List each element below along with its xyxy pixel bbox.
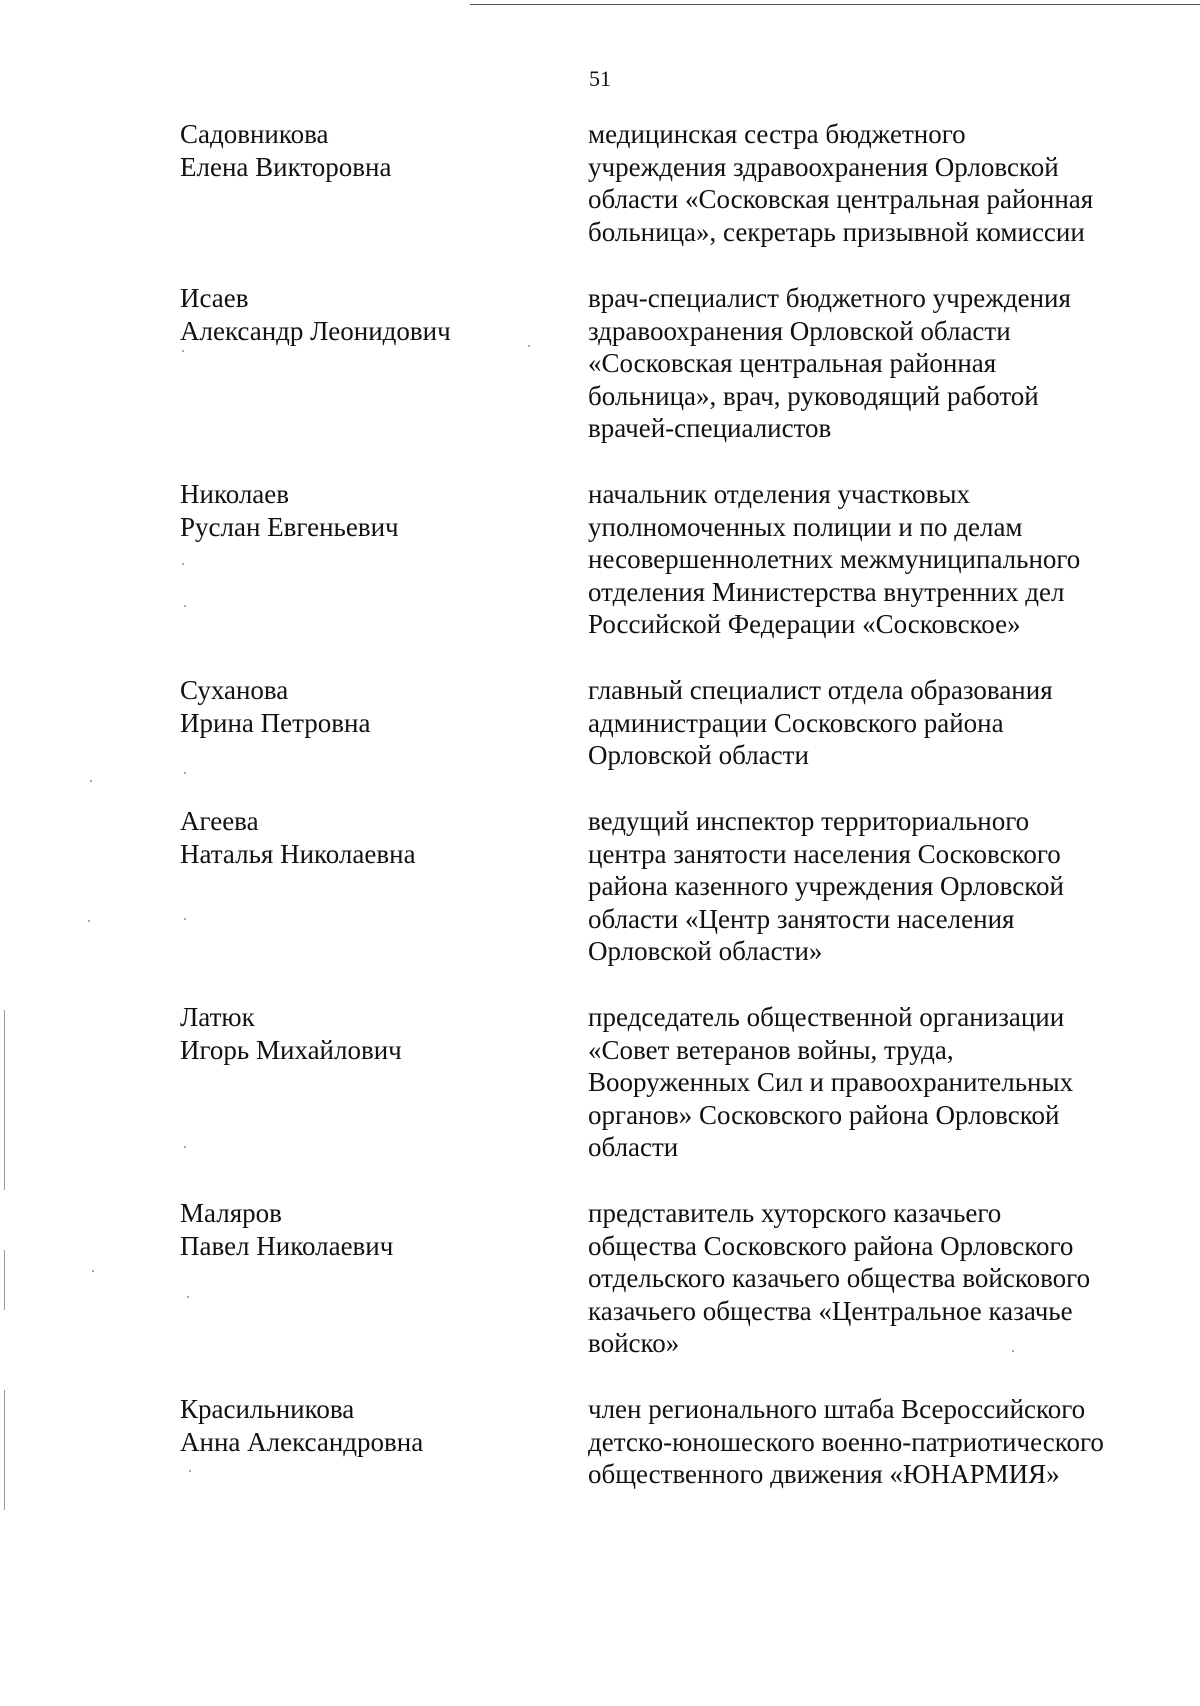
member-given-names: Анна Александровна <box>180 1426 424 1457</box>
member-surname: Николаев <box>180 479 290 509</box>
member-surname: Исаев <box>180 283 249 313</box>
position-line: администрации Сосковского района <box>588 707 1004 738</box>
position-line: Орловской области» <box>588 936 823 966</box>
position-line: центра занятости населения Сосковского <box>588 838 1061 869</box>
member-position <box>588 674 1188 772</box>
scan-speck <box>182 563 184 565</box>
member-name <box>180 478 540 543</box>
member-position <box>588 805 1188 968</box>
position-line: войско» <box>588 1328 680 1358</box>
position-line: учреждения здравоохранения Орловской <box>588 151 1059 182</box>
position-line: Орловской области <box>588 740 809 770</box>
position-line: ведущий инспектор территориального <box>588 806 1030 836</box>
member-given-names: Ирина Петровна <box>180 707 371 738</box>
position-line: отделения Министерства внутренних дел <box>588 576 1065 607</box>
position-line: общественного движения «ЮНАРМИЯ» <box>588 1459 1060 1489</box>
position-line: начальник отделения участковых <box>588 479 971 509</box>
scan-speck <box>528 345 530 347</box>
scan-speck <box>184 772 186 774</box>
position-line: Российской Федерации «Сосковское» <box>588 609 1021 639</box>
scan-speck <box>1012 1350 1014 1352</box>
position-line: детско-юношеского военно-патриотического <box>588 1426 1104 1457</box>
member-position <box>588 1197 1188 1360</box>
scan-speck <box>92 1270 94 1272</box>
member-name <box>180 805 540 870</box>
member-surname: Садовникова <box>180 119 329 149</box>
member-position <box>588 478 1188 641</box>
member-name <box>180 1001 540 1066</box>
page-number: 51 <box>589 66 611 91</box>
position-line: врачей-специалистов <box>588 413 832 443</box>
position-line: член регионального штаба Всероссийского <box>588 1394 1086 1424</box>
position-line: больница», секретарь призывной комиссии <box>588 216 1085 247</box>
member-name <box>180 282 540 347</box>
member-position <box>588 282 1188 445</box>
scan-speck <box>182 350 184 352</box>
position-line: казачьего общества «Центральное казачье <box>588 1295 1073 1326</box>
member-surname: Красильникова <box>180 1394 355 1424</box>
position-line: Вооруженных Сил и правоохранительных <box>588 1067 1074 1097</box>
scan-edge-mark <box>4 1250 5 1310</box>
member-given-names: Наталья Николаевна <box>180 838 416 869</box>
member-name <box>180 1393 540 1458</box>
position-line: «Сосковская центральная районная <box>588 348 997 378</box>
position-line: «Совет ветеранов войны, труда, <box>588 1034 954 1065</box>
position-line: области <box>588 1132 679 1162</box>
position-line: здравоохранения Орловской области <box>588 315 1011 346</box>
member-surname: Суханова <box>180 675 289 705</box>
position-line: общества Сосковского района Орловского <box>588 1230 1074 1261</box>
member-surname: Маляров <box>180 1198 282 1228</box>
position-line: больница», врач, руководящий работой <box>588 380 1039 411</box>
scan-speck <box>88 920 90 922</box>
member-name <box>180 1197 540 1262</box>
member-position <box>588 1001 1188 1164</box>
position-line: органов» Сосковского района Орловской <box>588 1099 1060 1130</box>
position-line: медицинская сестра бюджетного <box>588 119 966 149</box>
position-line: области «Сосковская центральная районная <box>588 184 1094 214</box>
scan-edge-mark <box>4 1390 5 1510</box>
member-given-names: Александр Леонидович <box>180 315 451 346</box>
member-given-names: Елена Викторовна <box>180 151 392 182</box>
member-position <box>588 118 1188 248</box>
position-line: области «Центр занятости населения <box>588 903 1015 934</box>
scan-speck <box>187 1296 189 1298</box>
member-name <box>180 118 540 183</box>
position-line: представитель хуторского казачьего <box>588 1198 1002 1228</box>
position-line: председатель общественной организации <box>588 1002 1065 1032</box>
member-surname: Агеева <box>180 806 259 836</box>
scan-speck <box>189 1470 191 1472</box>
scan-speck <box>184 918 186 920</box>
member-given-names: Руслан Евгеньевич <box>180 511 399 542</box>
position-line: несовершеннолетних межмуниципального <box>588 544 1081 574</box>
position-line: главный специалист отдела образования <box>588 675 1053 705</box>
member-given-names: Игорь Михайлович <box>180 1034 402 1065</box>
scan-edge-mark <box>4 1010 5 1190</box>
position-line: района казенного учреждения Орловской <box>588 871 1064 901</box>
member-name <box>180 674 540 739</box>
position-line: отдельского казачьего общества войскового <box>588 1263 1091 1293</box>
scan-speck <box>184 605 186 607</box>
member-surname: Латюк <box>180 1002 255 1032</box>
member-position <box>588 1393 1188 1491</box>
scan-speck <box>90 780 92 782</box>
member-given-names: Павел Николаевич <box>180 1230 394 1261</box>
position-line: врач-специалист бюджетного учреждения <box>588 283 1071 313</box>
top-scan-rule <box>470 4 1200 5</box>
position-line: уполномоченных полиции и по делам <box>588 511 1023 542</box>
scan-speck <box>184 1146 186 1148</box>
